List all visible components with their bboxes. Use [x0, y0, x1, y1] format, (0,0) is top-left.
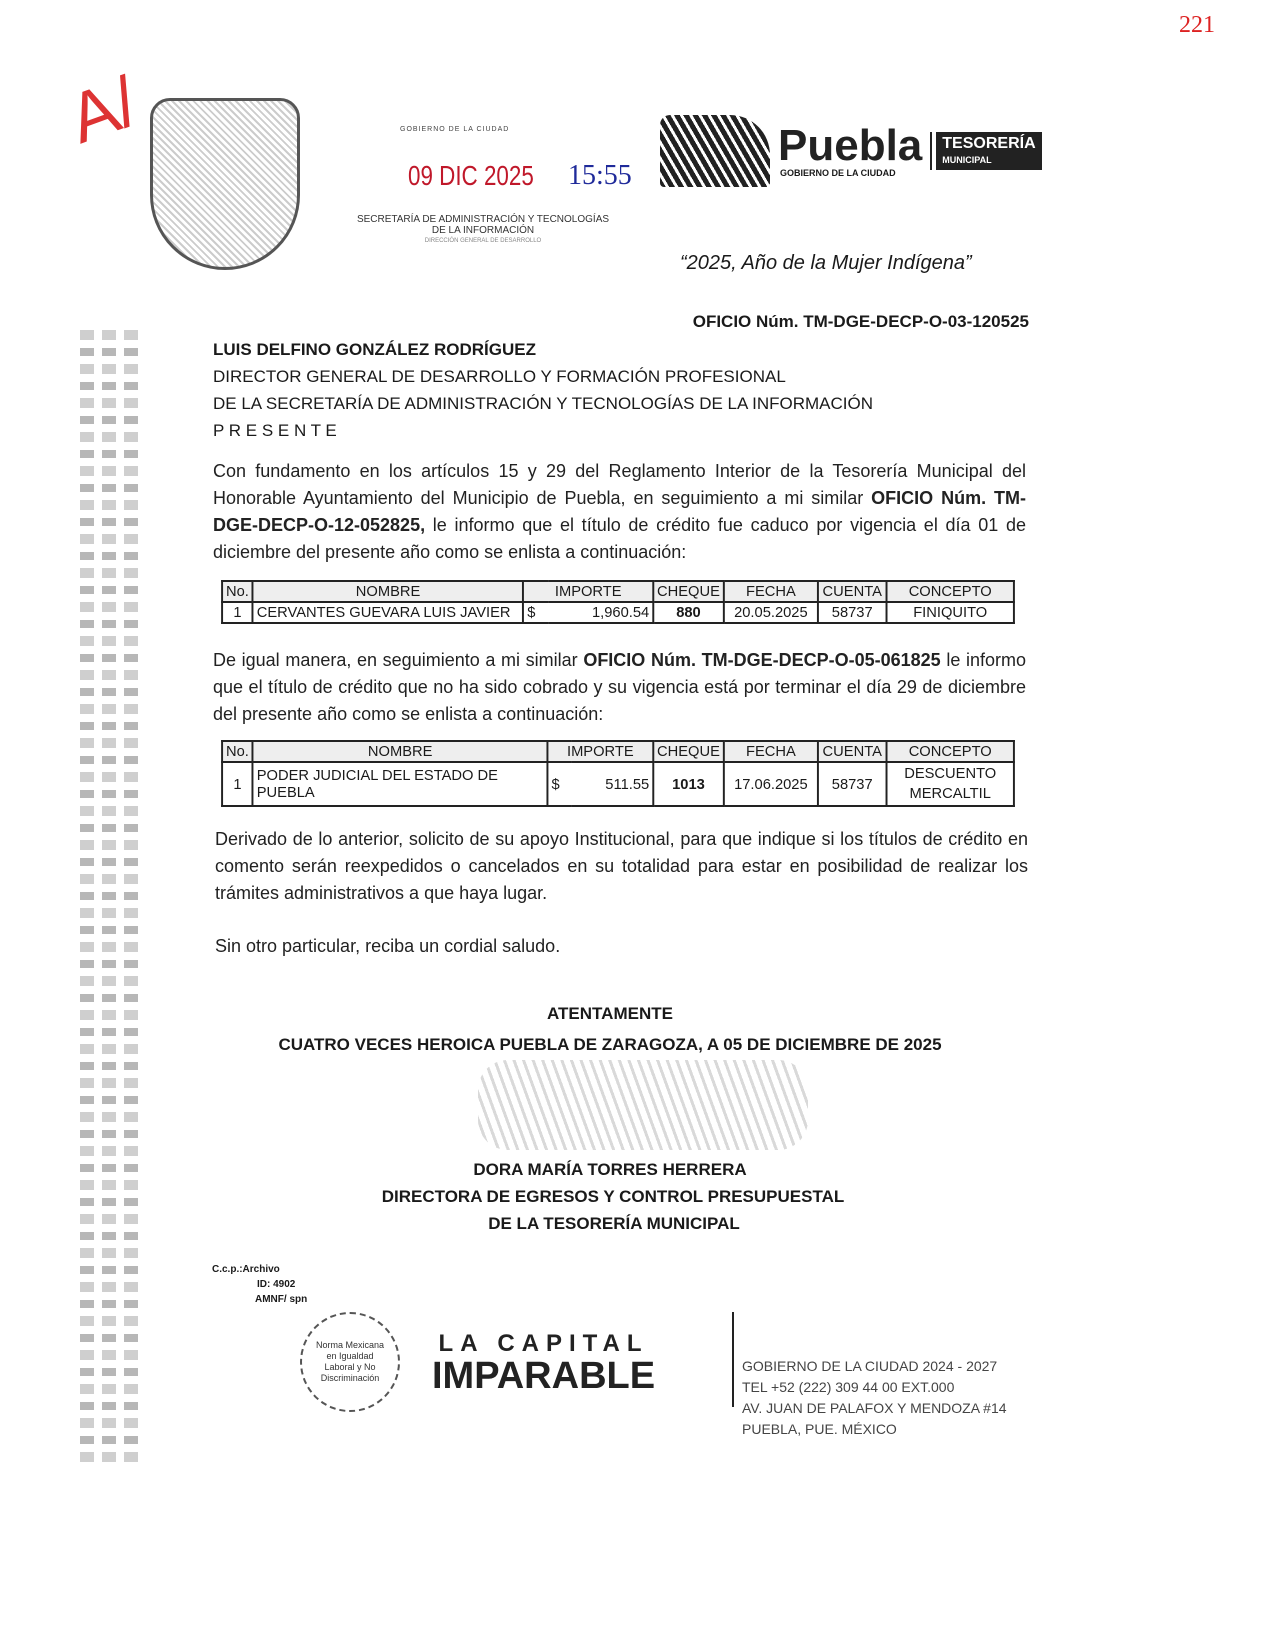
cell-currency: $ — [523, 602, 548, 623]
col-nombre: NOMBRE — [253, 741, 548, 762]
handwritten-page-number: 221 — [1179, 12, 1215, 38]
logo-emblem-icon — [660, 115, 770, 187]
year-motto: “2025, Año de la Mujer Indígena” — [680, 252, 972, 274]
footer-line: GOBIERNO DE LA CIUDAD 2024 - 2027 — [742, 1358, 998, 1374]
city-coat-of-arms — [150, 98, 300, 270]
received-time: 15:55 — [568, 160, 632, 191]
p1-text: Con fundamento en los artículos 15 y 29 del Reglamento Interior de la Tesorería Municipal del Honorable Ayuntamiento del Municipio de Puebla, en seguimiento a mi similar — [213, 461, 1026, 508]
stamp-gov: GOBIERNO DE LA CIUDAD — [400, 126, 510, 133]
col-importe: IMPORTE — [523, 581, 653, 602]
col-cheque: CHEQUE — [653, 581, 724, 602]
cell-concepto: FINIQUITO — [887, 602, 1014, 623]
official-seal-stamp — [478, 1060, 808, 1150]
col-fecha: FECHA — [724, 741, 818, 762]
cell-no: 1 — [222, 762, 253, 806]
presente: P R E S E N T E — [213, 421, 337, 440]
pending-checks-table — [221, 740, 1015, 807]
received-stamp-date: 09 DIC 2025 — [408, 160, 534, 191]
logo-name: Puebla — [778, 121, 923, 170]
stamp-secretaria2: DE LA INFORMACIÓN — [431, 225, 535, 236]
seal-text: Norma Mexicana en Igualdad Laboral y No Discriminación — [315, 1340, 385, 1383]
equality-norm-seal — [300, 1312, 400, 1412]
col-cuenta: CUENTA — [818, 581, 887, 602]
signer-role1: DIRECTORA DE EGRESOS Y CONTROL PRESUPUESTAL — [381, 1187, 845, 1206]
stamp-secretaria: SECRETARÍA DE ADMINISTRACIÓN Y TECNOLOGÍAS — [356, 214, 610, 225]
p1-ref: OFICIO Núm. TM-DGE-DECP-O-12-052825, — [213, 488, 1026, 535]
footer-line: AV. JUAN DE PALAFOX Y MENDOZA #14 — [742, 1400, 1007, 1416]
logo-dept: TESORERÍA — [942, 135, 1036, 152]
addressee-title1: DIRECTOR GENERAL DE DESARROLLO Y FORMACIÓN PROFESIONAL — [213, 367, 786, 386]
table-row — [222, 762, 1014, 806]
brand-b: IMPARABLE — [432, 1355, 656, 1397]
signer-role2: DE LA TESORERÍA MUNICIPAL — [488, 1214, 740, 1233]
paragraph-1 — [213, 458, 1026, 566]
la-capital-imparable-logo — [432, 1330, 656, 1397]
cell-nombre: CERVANTES GUEVARA LUIS JAVIER — [253, 602, 524, 623]
col-nombre: NOMBRE — [253, 581, 524, 602]
logo-dept-sub: MUNICIPAL — [942, 155, 992, 165]
col-concepto: CONCEPTO — [887, 581, 1014, 602]
closing-place-date: CUATRO VECES HEROICA PUEBLA DE ZARAGOZA, A 05 DE DICIEMBRE DE 2025 — [278, 1035, 942, 1054]
paragraph-4: Sin otro particular, reciba un cordial saludo. — [215, 936, 561, 956]
cell-no: 1 — [222, 602, 253, 623]
cell-importe: 1,960.54 — [548, 602, 653, 623]
p1-text2: le informo que el título de crédito fue caduco por vigencia el día 01 de diciembre del presente año como se enlista a continuación: — [213, 515, 1026, 562]
ccp-block — [212, 1262, 307, 1307]
col-cheque: CHEQUE — [653, 741, 724, 762]
footer-line: TEL +52 (222) 309 44 00 EXT.000 — [742, 1379, 955, 1395]
ccp-id: ID: 4902 — [257, 1279, 296, 1290]
addressee-name: LUIS DELFINO GONZÁLEZ RODRÍGUEZ — [213, 340, 536, 359]
p2-text2: le informo que el título de crédito que no ha sido cobrado y su vigencia está por terminar el día 29 de diciembre del presente año como se enlista a continuación: — [213, 650, 1026, 724]
ccp-initials: AMNF/ spn — [255, 1294, 308, 1305]
footer-line: PUEBLA, PUE. MÉXICO — [742, 1421, 897, 1437]
cell-fecha: 17.06.2025 — [724, 762, 818, 806]
cell-cheque: 880 — [653, 602, 724, 623]
col-importe: IMPORTE — [548, 741, 654, 762]
cell-cuenta: 58737 — [818, 602, 887, 623]
col-fecha: FECHA — [724, 581, 818, 602]
footer-divider — [732, 1312, 734, 1407]
signer-name: DORA MARÍA TORRES HERRERA — [473, 1160, 747, 1179]
cell-currency: $ — [548, 762, 572, 806]
addressee-block — [213, 336, 873, 444]
logo-sub: GOBIERNO DE LA CIUDAD — [780, 168, 896, 178]
cell-concepto: DESCUENTO MERCALTIL — [887, 762, 1014, 806]
col-no: No. — [222, 741, 253, 762]
cell-cuenta: 58737 — [818, 762, 887, 806]
puebla-logo — [660, 115, 1042, 187]
oficio-number: OFICIO Núm. TM-DGE-DECP-O-03-120525 — [692, 312, 1029, 331]
paragraph-3: Derivado de lo anterior, solicito de su apoyo Institucional, para que indique si los títulos de crédito en comento serán reexpedidos o cancelados en su totalidad para estar en posibilidad de realizar los trámites administrativos a que haya lugar. — [215, 829, 1028, 903]
brand-a: LA CAPITAL — [438, 1330, 649, 1357]
cell-nombre: PODER JUDICIAL DEL ESTADO DE PUEBLA — [253, 762, 548, 806]
decorative-border — [80, 330, 140, 1470]
col-cuenta: CUENTA — [818, 741, 887, 762]
addressee-title2: DE LA SECRETARÍA DE ADMINISTRACIÓN Y TECNOLOGÍAS DE LA INFORMACIÓN — [213, 394, 874, 413]
table-row — [222, 602, 1014, 623]
handwritten-mark: A/ — [58, 62, 148, 158]
stamp-sub: DIRECCIÓN GENERAL DE DESARROLLO — [424, 238, 542, 244]
col-no: No. — [222, 581, 253, 602]
table-header — [222, 581, 1014, 602]
cell-importe: 511.55 — [572, 762, 653, 806]
ccp-archivo: C.c.p.:Archivo — [212, 1264, 280, 1275]
received-stamp — [318, 214, 648, 247]
p2-text: De igual manera, en seguimiento a mi similar — [213, 650, 584, 670]
col-concepto: CONCEPTO — [887, 741, 1014, 762]
table-header — [222, 741, 1014, 762]
closing-atentamente: ATENTAMENTE — [547, 1004, 673, 1023]
cell-cheque: 1013 — [653, 762, 724, 806]
expired-checks-table — [221, 580, 1015, 624]
p2-ref: OFICIO Núm. TM-DGE-DECP-O-05-061825 — [583, 650, 941, 670]
footer-contact — [742, 1356, 1007, 1440]
paragraph-2 — [213, 647, 1026, 728]
cell-fecha: 20.05.2025 — [724, 602, 818, 623]
